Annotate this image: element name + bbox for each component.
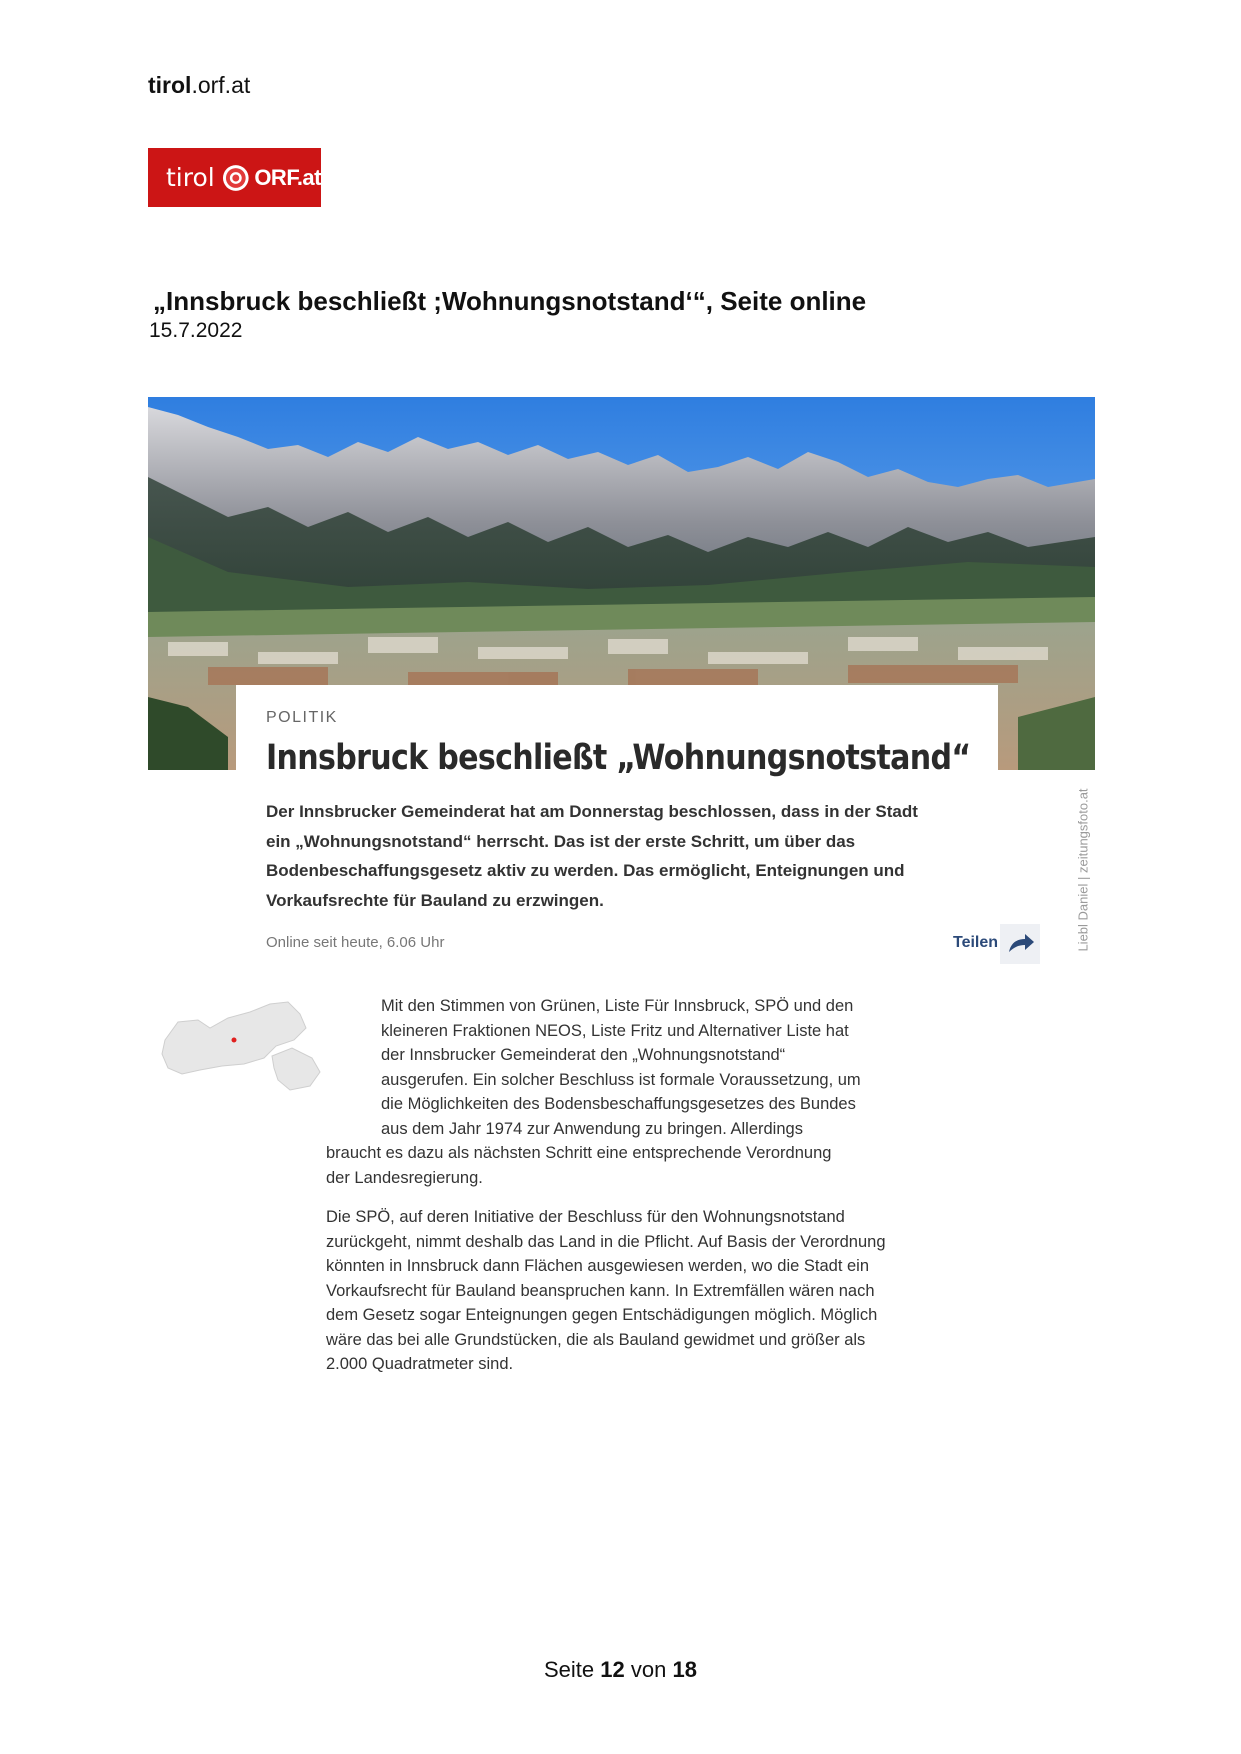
- tirol-orf-logo: [148, 148, 321, 207]
- article-body: [326, 994, 904, 1392]
- photo-credit: Liebl Daniel | zeitungsfoto.at: [1075, 788, 1091, 952]
- share-button[interactable]: [1000, 924, 1040, 964]
- logo-tirol-text: tirol: [166, 163, 215, 192]
- document-date: 15.7.2022: [149, 319, 243, 342]
- article-headline: Innsbruck beschließt „Wohnungsnotstand“: [266, 738, 971, 778]
- tyrol-map: [160, 1000, 325, 1095]
- paragraph-line: kleineren Fraktionen NEOS, Liste Fritz und Alternativer Liste hat: [381, 1021, 849, 1040]
- article-paragraph-2: Die SPÖ, auf deren Initiative der Beschluss für den Wohnungsnotstand zurückgeht, nimmt deshalb das Land in die Pflicht. Auf Basis der Verordnung könnten in Innsbruck dann Flächen ausgewiesen werden, wo die Stadt ein Vorkaufsrecht für Bauland beanspruchen kann. In Extremfällen wären nach dem Gesetz sogar Enteignungen gegen Entschädigungen möglich. Möglich wäre das bei alle Grundstücken, die als Bauland gewidmet und größer als 2.000 Quadratmeter sind.: [326, 1208, 886, 1373]
- paragraph-line: ausgerufen. Ein solcher Beschluss ist formale Voraussetzung, um: [381, 1070, 861, 1089]
- paragraph-line: aus dem Jahr 1974 zur Anwendung zu bringen. Allerdings: [381, 1119, 803, 1138]
- article-header-card: [236, 685, 998, 977]
- orf-ring-icon: [221, 163, 251, 193]
- paragraph-line: Mit den Stimmen von Grünen, Liste Für Innsbruck, SPÖ und den: [381, 997, 854, 1015]
- logo-orf-text: ORF.at: [254, 164, 321, 190]
- article-lead: Der Innsbrucker Gemeinderat hat am Donnerstag beschlossen, dass in der Stadt ein „Wohnungsnotstand“ herrscht. Das ist der erste Schritt, um über das Bodenbeschaffungsgesetz aktiv zu werden. Das ermöglicht, Enteignungen und Vorkaufsrechte für Bauland zu erzwingen.: [266, 802, 918, 910]
- ressort-label: POLITIK: [266, 709, 338, 726]
- document-title: „Innsbruck beschließt ;Wohnungsnotstand‘“, Seite online: [153, 286, 867, 316]
- article-paragraph-1: [326, 994, 904, 1190]
- share-arrow-icon: [1000, 924, 1040, 964]
- paragraph-line: braucht es dazu als nächsten Schritt eine entsprechende Verordnung: [326, 1144, 832, 1162]
- share-label[interactable]: Teilen: [953, 934, 999, 951]
- paragraph-line: die Möglichkeiten des Bodensbeschaffungsgesetzes des Bundes: [381, 1095, 856, 1113]
- tyrol-map-icon: [160, 1000, 325, 1095]
- paragraph-line: der Innsbrucker Gemeinderat den „Wohnungsnotstand“: [381, 1046, 786, 1064]
- page-number: Seite 12 von 18: [544, 1657, 697, 1682]
- paragraph-line: der Landesregierung.: [326, 1168, 483, 1187]
- site-name: tirol.orf.at: [148, 72, 251, 98]
- publish-time: Online seit heute, 6.06 Uhr: [266, 934, 445, 951]
- innsbruck-marker-icon: [232, 1038, 237, 1043]
